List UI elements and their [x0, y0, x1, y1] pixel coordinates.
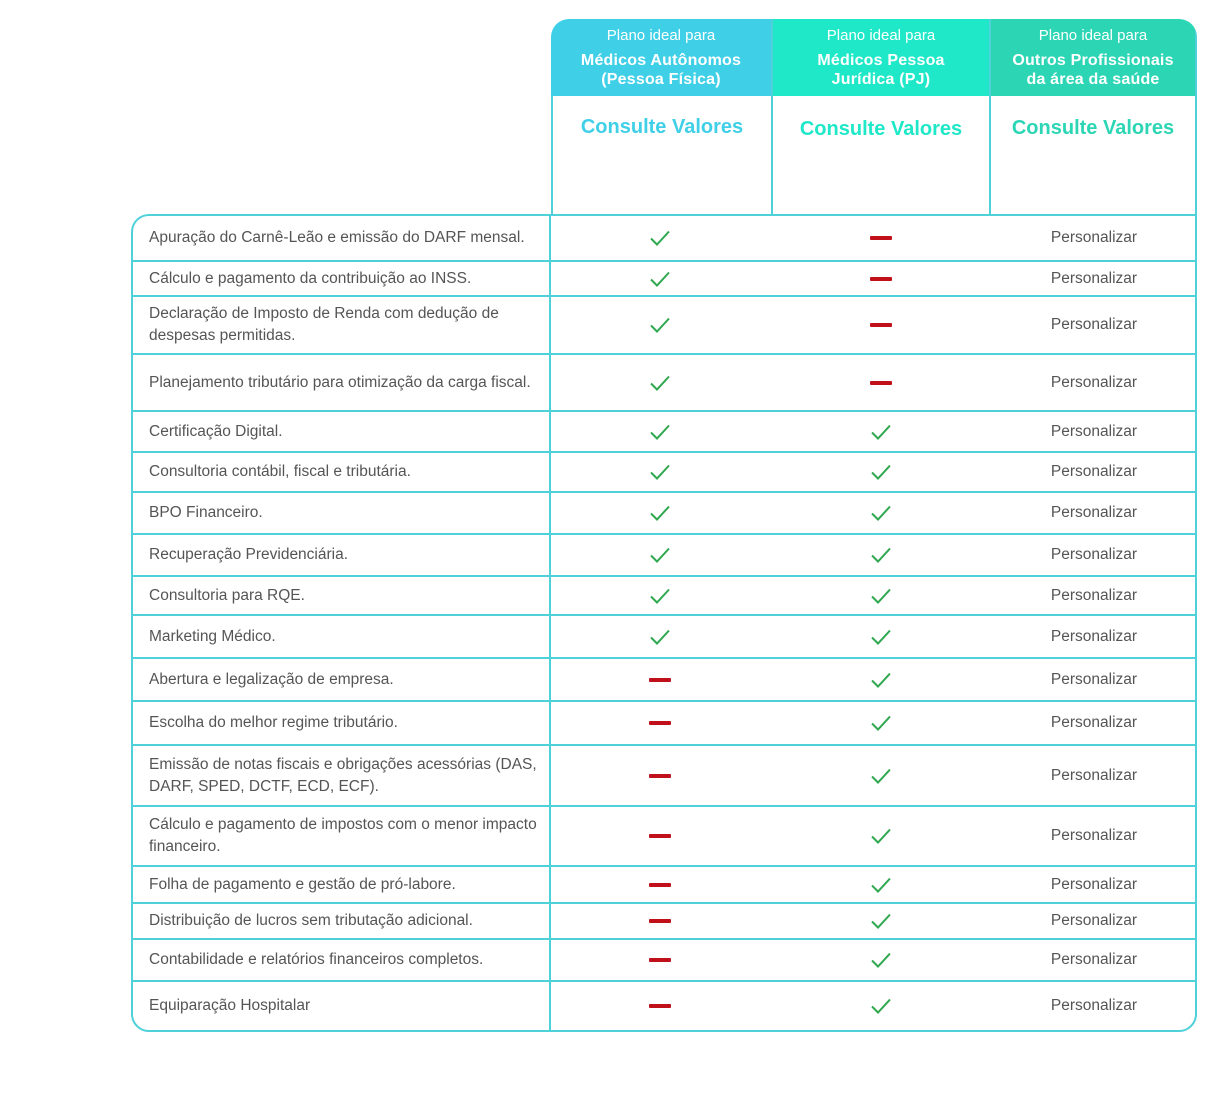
- check-icon: [870, 997, 892, 1015]
- plan2-availability: [771, 355, 993, 410]
- plan2-availability: [771, 535, 993, 575]
- plan1-availability: [551, 297, 771, 353]
- plan2-availability: [771, 262, 993, 295]
- check-icon: [870, 423, 892, 441]
- plan1-availability: [551, 659, 771, 700]
- plan1-availability: [551, 262, 771, 295]
- plan1-availability: [551, 493, 771, 533]
- dash-icon: [649, 958, 671, 962]
- personalizar-label[interactable]: Personalizar: [1050, 422, 1138, 440]
- plan-cta-area: [991, 96, 1195, 215]
- consulte-valores-link[interactable]: Consulte Valores: [580, 116, 744, 138]
- check-icon: [649, 423, 671, 441]
- plan2-availability: [771, 412, 993, 451]
- plan-name-line2: (Pessoa Física): [601, 71, 721, 88]
- check-icon: [649, 229, 671, 247]
- check-icon: [649, 463, 671, 481]
- plan2-availability: [771, 807, 993, 865]
- check-icon: [870, 714, 892, 732]
- plan1-availability: [551, 982, 771, 1030]
- plan-header-outros: [989, 19, 1197, 215]
- plan-subtitle: Plano ideal para: [826, 27, 936, 44]
- dash-icon: [649, 1004, 671, 1008]
- plan1-availability: [551, 216, 771, 260]
- plan-name-line1: Médicos Pessoa: [817, 52, 945, 69]
- feature-label: Planejamento tributário para otimização da carga fiscal.: [133, 355, 551, 410]
- personalizar-label[interactable]: Personalizar: [1050, 766, 1138, 784]
- feature-label: Folha de pagamento e gestão de pró-labore.: [133, 867, 551, 902]
- personalizar-label[interactable]: Personalizar: [1050, 504, 1138, 521]
- feature-label: Abertura e legalização de empresa.: [133, 659, 551, 700]
- feature-label: Marketing Médico.: [133, 616, 551, 657]
- consulte-valores-link[interactable]: Consulte Valores: [1011, 117, 1175, 139]
- plan1-availability: [551, 807, 771, 865]
- personalizar-label[interactable]: Personalizar: [1050, 269, 1138, 287]
- check-icon: [870, 951, 892, 969]
- table-row: [133, 744, 1195, 805]
- feature-label: Consultoria para RQE.: [133, 577, 551, 614]
- dash-icon: [870, 236, 892, 240]
- plan1-availability: [551, 867, 771, 902]
- check-icon: [870, 546, 892, 564]
- table-row: [133, 980, 1195, 1030]
- plan1-availability: [551, 412, 771, 451]
- check-icon: [649, 374, 671, 392]
- table-row: [133, 938, 1195, 980]
- personalizar-label[interactable]: Personalizar: [1050, 951, 1138, 968]
- consulte-valores-link[interactable]: Consulte Valores: [799, 118, 963, 140]
- check-icon: [870, 671, 892, 689]
- feature-label: Cálculo e pagamento da contribuição ao INSS.: [133, 262, 551, 295]
- feature-label: Escolha do melhor regime tributário.: [133, 702, 551, 744]
- table-row: [133, 410, 1195, 451]
- plan2-availability: [771, 659, 993, 700]
- feature-label: Equiparação Hospitalar: [133, 982, 551, 1030]
- feature-label: Consultoria contábil, fiscal e tributária.: [133, 453, 551, 491]
- check-icon: [649, 587, 671, 605]
- personalizar-label[interactable]: Personalizar: [1050, 912, 1138, 929]
- dash-icon: [870, 323, 892, 327]
- plan1-availability: [551, 535, 771, 575]
- plan-cta-area: [773, 96, 989, 215]
- plan1-availability: [551, 746, 771, 805]
- plan1-availability: [551, 702, 771, 744]
- dash-icon: [649, 834, 671, 838]
- plan2-availability: [771, 493, 993, 533]
- personalizar-label[interactable]: Personalizar: [1050, 627, 1138, 645]
- plan1-availability: [551, 453, 771, 491]
- plan2-availability: [771, 453, 993, 491]
- table-row: [133, 295, 1195, 353]
- feature-label: Contabilidade e relatórios financeiros completos.: [133, 940, 551, 980]
- plan-headers: [551, 19, 1197, 215]
- plan2-availability: [771, 616, 993, 657]
- check-icon: [870, 912, 892, 930]
- personalizar-label[interactable]: Personalizar: [1050, 463, 1138, 480]
- plan-cta-area: [551, 96, 771, 215]
- feature-label: Certificação Digital.: [133, 412, 551, 451]
- plan2-availability: [771, 297, 993, 353]
- table-row: [133, 657, 1195, 700]
- plan2-availability: [771, 904, 993, 938]
- plan2-availability: [771, 577, 993, 614]
- table-row: [133, 491, 1195, 533]
- dash-icon: [649, 774, 671, 778]
- personalizar-label[interactable]: Personalizar: [1050, 229, 1138, 246]
- plan-header-top: [991, 19, 1195, 96]
- dash-icon: [649, 721, 671, 725]
- plan1-availability: [551, 577, 771, 614]
- plan2-availability: [771, 216, 993, 260]
- check-icon: [649, 628, 671, 646]
- check-icon: [870, 767, 892, 785]
- table-row: [133, 575, 1195, 614]
- dash-icon: [649, 883, 671, 887]
- dash-icon: [870, 277, 892, 281]
- check-icon: [649, 316, 671, 334]
- plan2-availability: [771, 746, 993, 805]
- table-row: [133, 902, 1195, 938]
- feature-label: Distribuição de lucros sem tributação adicional.: [133, 904, 551, 938]
- table-row: [133, 865, 1195, 902]
- plan2-availability: [771, 702, 993, 744]
- check-icon: [870, 504, 892, 522]
- feature-label: Apuração do Carnê-Leão e emissão do DARF mensal.: [133, 216, 551, 260]
- plan-header-pj: [771, 19, 989, 215]
- personalizar-label[interactable]: Personalizar: [1050, 316, 1138, 333]
- plan-name-line2: Jurídica (PJ): [831, 71, 931, 88]
- plan-subtitle: Plano ideal para: [606, 27, 716, 44]
- check-icon: [870, 876, 892, 894]
- plan-name-line1: Outros Profissionais: [1012, 52, 1174, 69]
- check-icon: [870, 827, 892, 845]
- plan-name-line1: Médicos Autônomos: [580, 52, 742, 69]
- plan-header-top: [551, 19, 771, 96]
- check-icon: [649, 270, 671, 288]
- check-icon: [870, 463, 892, 481]
- plan2-availability: [771, 867, 993, 902]
- dash-icon: [870, 381, 892, 385]
- personalizar-label[interactable]: Personalizar: [1050, 546, 1138, 563]
- personalizar-label[interactable]: Personalizar: [1050, 373, 1138, 391]
- feature-label: Declaração de Imposto de Renda com dedução de despesas permitidas.: [133, 297, 551, 353]
- feature-label: Emissão de notas fiscais e obrigações acessórias (DAS, DARF, SPED, DCTF, ECD, ECF).: [133, 746, 551, 805]
- personalizar-label[interactable]: Personalizar: [1050, 827, 1138, 844]
- table-row: [133, 805, 1195, 865]
- check-icon: [870, 587, 892, 605]
- check-icon: [649, 504, 671, 522]
- plan-header-top: [773, 19, 989, 96]
- dash-icon: [649, 919, 671, 923]
- feature-label: Cálculo e pagamento de impostos com o menor impacto financeiro.: [133, 807, 551, 865]
- table-row: [133, 700, 1195, 744]
- feature-comparison-table: [131, 214, 1197, 1032]
- plan1-availability: [551, 904, 771, 938]
- personalizar-label[interactable]: Personalizar: [1050, 586, 1138, 604]
- plan2-availability: [771, 982, 993, 1030]
- table-row: [133, 216, 1195, 260]
- plan-header-autonomos: [551, 19, 771, 215]
- plan1-availability: [551, 355, 771, 410]
- feature-label: Recuperação Previdenciária.: [133, 535, 551, 575]
- plan1-availability: [551, 940, 771, 980]
- plan1-availability: [551, 616, 771, 657]
- table-row: [133, 533, 1195, 575]
- table-row: [133, 353, 1195, 410]
- personalizar-label[interactable]: Personalizar: [1050, 714, 1138, 731]
- check-icon: [870, 628, 892, 646]
- personalizar-label[interactable]: Personalizar: [1050, 670, 1138, 688]
- table-row: [133, 451, 1195, 491]
- dash-icon: [649, 678, 671, 682]
- check-icon: [649, 546, 671, 564]
- plan2-availability: [771, 940, 993, 980]
- personalizar-label[interactable]: Personalizar: [1050, 997, 1138, 1014]
- table-row: [133, 260, 1195, 295]
- plan-subtitle: Plano ideal para: [1038, 27, 1148, 44]
- plan-name-line2: da área da saúde: [1026, 71, 1160, 88]
- table-row: [133, 614, 1195, 657]
- feature-label: BPO Financeiro.: [133, 493, 551, 533]
- personalizar-label[interactable]: Personalizar: [1050, 875, 1138, 893]
